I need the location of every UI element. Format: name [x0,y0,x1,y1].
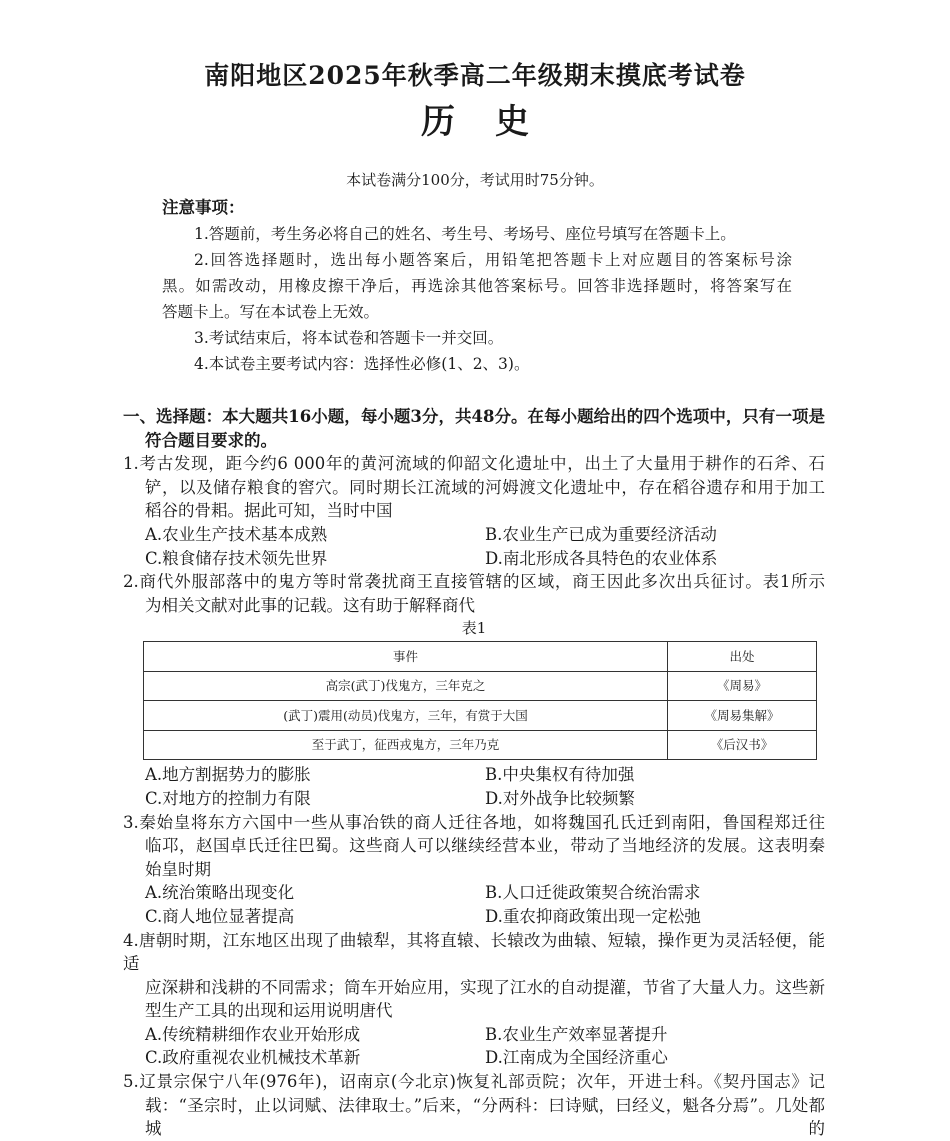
option-C[interactable]: C.政府重视农业机械技术革新 [145,1048,361,1068]
note-line: 4.本试卷主要考试内容：选择性必修(1、2、3)。 [194,355,530,373]
option-B[interactable]: B.中央集权有待加强 [485,765,635,785]
question-2 [123,570,825,810]
question-line: 临邛，赵国卓氏迁往巴蜀。这些商人可以继续经营本业，带动了当地经济的发展。这表明秦 [145,836,825,856]
question-line: 2.商代外服部落中的鬼方等时常袭扰商王直接管辖的区域，商王因此多次出兵征讨。表1所示 [123,572,825,592]
option-A[interactable]: A.传统精耕细作农业开始形成 [145,1024,361,1044]
section-line: 一、选择题：本大题共16小题，每小题3分，共48分。在每小题给出的四个选项中，只有一项是 [123,407,825,426]
table-cell: (武丁)震用(动员)伐鬼方，三年，有赏于大国 [144,701,668,731]
table-caption: 表1 [461,619,487,638]
question-line: 为相关文献对此事的记载。这有助于解释商代 [145,595,475,615]
table-header-cell: 事件 [144,642,668,672]
question-line: 3.秦始皇将东方六国中一些从事冶铁的商人迁往各地，如将魏国孔氏迁到南阳，鲁国程郑迁往 [123,812,825,832]
table-cell: 《周易》 [668,671,817,701]
question-4 [123,929,825,1071]
option-A[interactable]: A.地方割据势力的膨胀 [145,765,311,785]
answer-options [123,1023,825,1070]
question-1 [123,452,825,570]
notes-heading: 注意事项： [162,198,245,217]
answer-options [123,881,825,928]
question-line: 型生产工具的出现和运用说明唐代 [145,1001,393,1021]
table-header-row [144,642,817,672]
table-row [144,671,817,701]
note-line: 3.考试结束后，将本试卷和答题卡一并交回。 [194,329,504,347]
option-C[interactable]: C.粮食储存技术领先世界 [145,548,328,568]
table-row [144,701,817,731]
question-line: 应深耕和浅耕的不同需求；筒车开始应用，实现了江水的自动提灌，节省了大量人力。这些新 [145,977,825,997]
table-cell: 至于武丁，征西戎鬼方，三年乃克 [144,730,668,760]
option-D[interactable]: D.对外战争比较频繁 [485,788,635,808]
questions-area [123,405,825,1141]
table-cell: 《周易集解》 [668,701,817,731]
answer-options [123,523,825,570]
option-B[interactable]: B.农业生产已成为重要经济活动 [485,524,717,544]
question-line: 稻谷的骨耜。据此可知，当时中国 [145,501,393,521]
question-line: 1.考古发现，距今约6 000年的黄河流域的仰韶文化遗址中，出土了大量用于耕作的石斧、石 [123,454,825,474]
option-C[interactable]: C.商人地位显著提高 [145,906,295,926]
section-line: 符合题目要求的。 [145,430,277,450]
note-line: 1.答题前，考生务必将自己的姓名、考生号、考场号、座位号填写在答题卡上。 [194,225,736,243]
table-cell: 高宗(武丁)伐鬼方，三年克之 [144,671,668,701]
option-A[interactable]: A.统治策略出现变化 [145,883,295,903]
section-heading [123,405,825,452]
note-line: 黑。如需改动，用橡皮擦干净后，再选涂其他答案标号。回答非选择题时，将答案写在 [162,277,792,295]
question-line: 始皇时期 [145,859,211,879]
option-B[interactable]: B.人口迁徙政策契合统治需求 [485,883,701,903]
option-A[interactable]: A.农业生产技术基本成熟 [145,524,328,544]
exam-info: 本试卷满分100分，考试用时75分钟。 [346,171,604,189]
option-D[interactable]: D.重农抑商政策出现一定松弛 [485,906,701,926]
question-line: 5.辽景宗保宁八年(976年)，诏南京(今北京)恢复礼部贡院；次年，开进士科。《契丹国志》记 [123,1072,825,1092]
option-B[interactable]: B.农业生产效率显著提升 [485,1024,668,1044]
question-line: 载：“圣宗时，止以词赋、法律取士。”后来，“分两科：曰诗赋，曰经义，魁各分焉”。几处都城的 [145,1095,825,1139]
note-line: 2.回答选择题时，选出每小题答案后，用铅笔把答题卡上对应题目的答案标号涂 [194,251,792,269]
option-C[interactable]: C.对地方的控制力有限 [145,788,311,808]
question-line: 铲，以及储存粮食的窖穴。同时期长江流域的河姆渡文化遗址中，存在稻谷遗存和用于加工 [145,477,825,497]
question-line: 4.唐朝时期，江东地区出现了曲辕犁，其将直辕、长辕改为曲辕、短辕，操作更为灵活轻便，能适 [123,930,825,974]
exam-title: 南阳地区2025年秋季高二年级期末摸底考试卷 [204,61,746,90]
answer-options [123,763,825,810]
exam-subject: 历史 [421,102,569,142]
option-D[interactable]: D.南北形成各具特色的农业体系 [485,548,718,568]
question-5 [123,1070,825,1141]
note-line: 答题卡上。写在本试卷上无效。 [162,303,380,321]
table-cell: 《后汉书》 [668,730,817,760]
table-header-cell: 出处 [668,642,817,672]
question-3 [123,811,825,929]
notes-section [162,195,792,377]
table-row [144,730,817,760]
option-D[interactable]: D.江南成为全国经济重心 [485,1048,668,1068]
records-table [143,641,817,760]
